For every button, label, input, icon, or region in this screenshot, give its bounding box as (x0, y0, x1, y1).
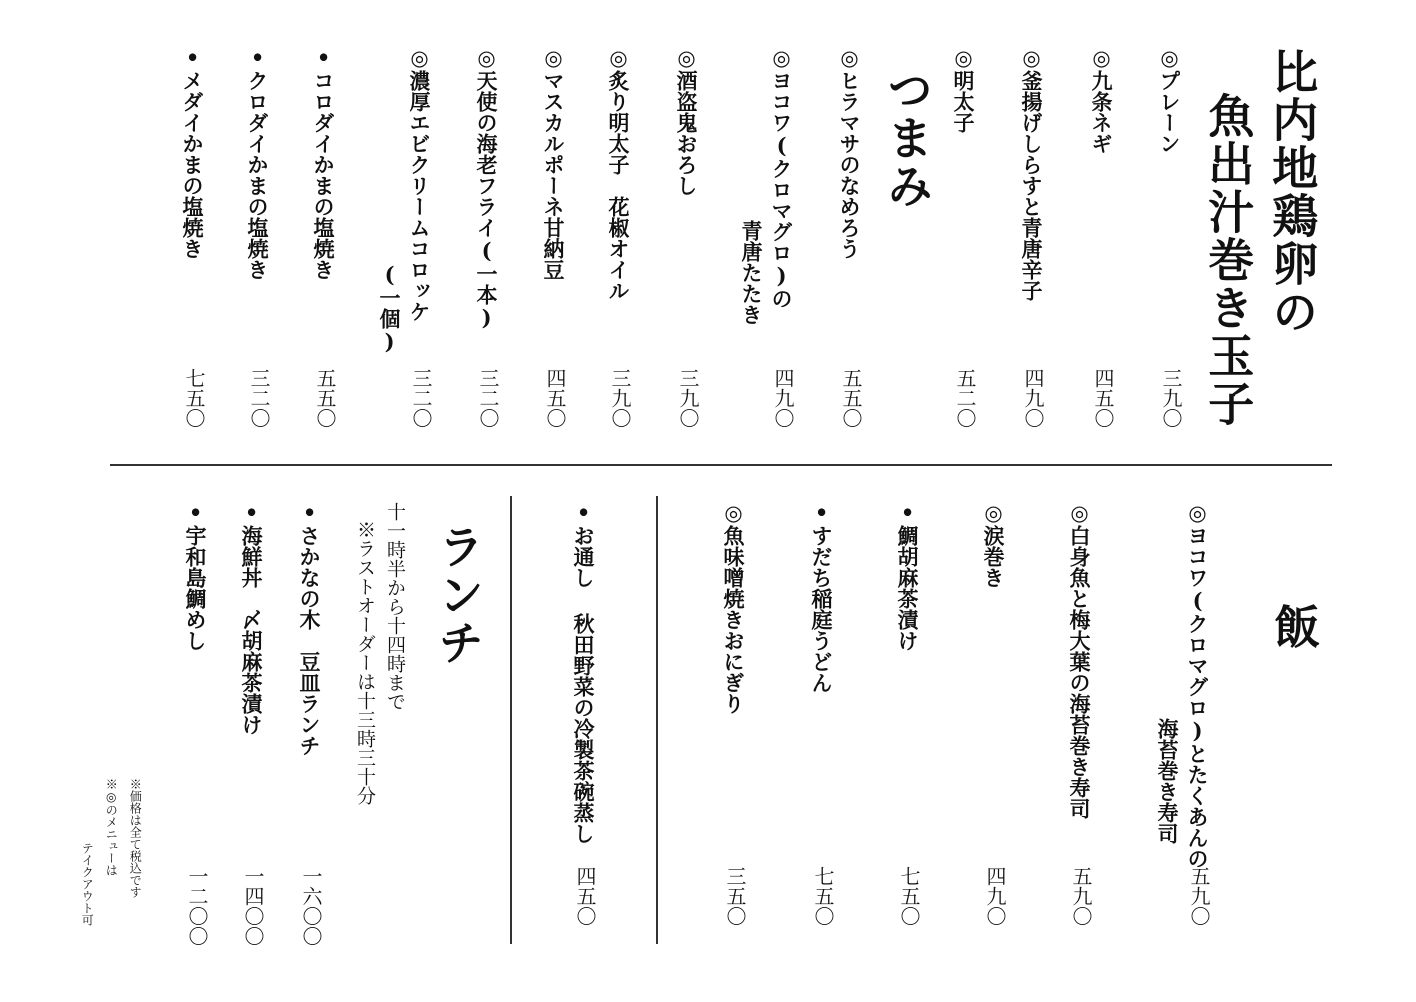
menu-item-price: 三二〇 (409, 368, 433, 428)
menu-item-name: ◎プレーン (1157, 45, 1183, 154)
horizontal-divider (110, 464, 1332, 466)
menu-item-price: 三九〇 (1159, 368, 1183, 428)
menu-item-name: •クロダイかまの塩焼き (245, 45, 271, 280)
menu-item-price: 三九〇 (608, 368, 632, 428)
menu-item-name: ◎釜揚げしらすと青唐辛子 (1019, 45, 1045, 301)
menu-item-price: 五二〇 (953, 368, 977, 428)
menu-item-name: ◎マスカルポーネ甘納豆 (541, 45, 567, 280)
menu-item-name: ◎酒盗鬼おろし (674, 45, 700, 196)
menu-item-price: 五九〇 (1187, 866, 1211, 926)
heading-tsumami: つまみ (880, 66, 935, 210)
vertical-divider (656, 496, 658, 944)
menu-item-price: 三九〇 (676, 368, 700, 428)
menu-item-name: ◎明太子 (951, 45, 977, 133)
menu-item-price: 五九〇 (1069, 866, 1093, 926)
menu-item-name: •さかなの木 豆皿ランチ (297, 500, 323, 756)
menu-item-price: 七五〇 (811, 866, 835, 926)
lunch-last-order: ※ラストオーダーは十三時三十分 (353, 520, 376, 805)
otoshi-price: 四五〇 (573, 866, 597, 926)
menu-item-name: ◎ヨコワ(クロマグロ)の (769, 45, 795, 309)
menu-item-name-cont: (一個) (377, 262, 403, 354)
menu-item-price: 七五〇 (182, 368, 206, 428)
menu-item-price: 四九〇 (771, 368, 795, 428)
menu-item-price: 五五〇 (839, 368, 863, 428)
heading-tamago-line1: 比内地鶏卵の (1265, 48, 1320, 336)
menu-item-name: ◎天使の海老フライ(一本) (474, 45, 500, 330)
vertical-divider (510, 496, 512, 944)
menu-item-price: 四九〇 (983, 866, 1007, 926)
menu-item-price: 一四〇〇 (241, 866, 265, 946)
lunch-hours: 十一時半から十四時まで (383, 502, 406, 711)
menu-item-price: 七五〇 (897, 866, 921, 926)
otoshi-name: •お通し 秋田野菜の冷製茶碗蒸し (571, 500, 597, 844)
menu-item-name: •すだち稲庭うどん (809, 500, 835, 693)
menu-item-name: •メダイかまの塩焼き (180, 45, 206, 259)
note-takeout: ※◎のメニューは (104, 778, 119, 876)
menu-item-name: ◎九条ネギ (1089, 45, 1115, 154)
menu-item-name: ◎炙り明太子 花椒オイル (606, 45, 632, 301)
heading-tamago-line2: 魚出汁巻き玉子 (1201, 92, 1256, 428)
menu-item-name: ◎涙巻き (981, 500, 1007, 588)
menu-item-name: ◎魚味噌焼きおにぎり (721, 500, 747, 714)
menu-item-price: 四九〇 (1021, 368, 1045, 428)
menu-item-name: ◎ヨコワ(クロマグロ)とたくあんの (1185, 500, 1211, 869)
menu-item-name: ◎濃厚エビクリームコロッケ (407, 45, 433, 322)
note-tax: ※価格は全て税込です (128, 778, 143, 898)
menu-item-price: 四五〇 (1091, 368, 1115, 428)
menu-item-price: 四五〇 (543, 368, 567, 428)
menu-item-name: ◎ヒラマサのなめろう (837, 45, 863, 259)
menu-item-name: ◎白身魚と梅大葉の海苔巻き寿司 (1067, 500, 1093, 819)
menu-item-price: 五五〇 (313, 368, 337, 428)
menu-item-name: •コロダイかまの塩焼き (311, 45, 337, 280)
menu-item-name-cont: 海苔巻き寿司 (1155, 718, 1181, 844)
menu-item-name-cont: 青唐たたき (739, 220, 765, 325)
menu-item-name: •鯛胡麻茶漬け (895, 500, 921, 651)
menu-item-price: 三二〇 (247, 368, 271, 428)
menu-item-price: 一六〇〇 (299, 866, 323, 946)
menu-item-price: 一二〇〇 (185, 866, 209, 946)
heading-lunch: ランチ (431, 523, 486, 667)
menu-item-name: •宇和島鯛めし (183, 500, 209, 651)
menu-item-price: 三二〇 (476, 368, 500, 428)
heading-meshi: 飯 (1267, 603, 1322, 651)
note-takeout-cont: テイクアウト可 (80, 842, 95, 926)
menu-item-price: 三五〇 (723, 866, 747, 926)
menu-item-name: •海鮮丼 〆胡麻茶漬け (239, 500, 265, 735)
